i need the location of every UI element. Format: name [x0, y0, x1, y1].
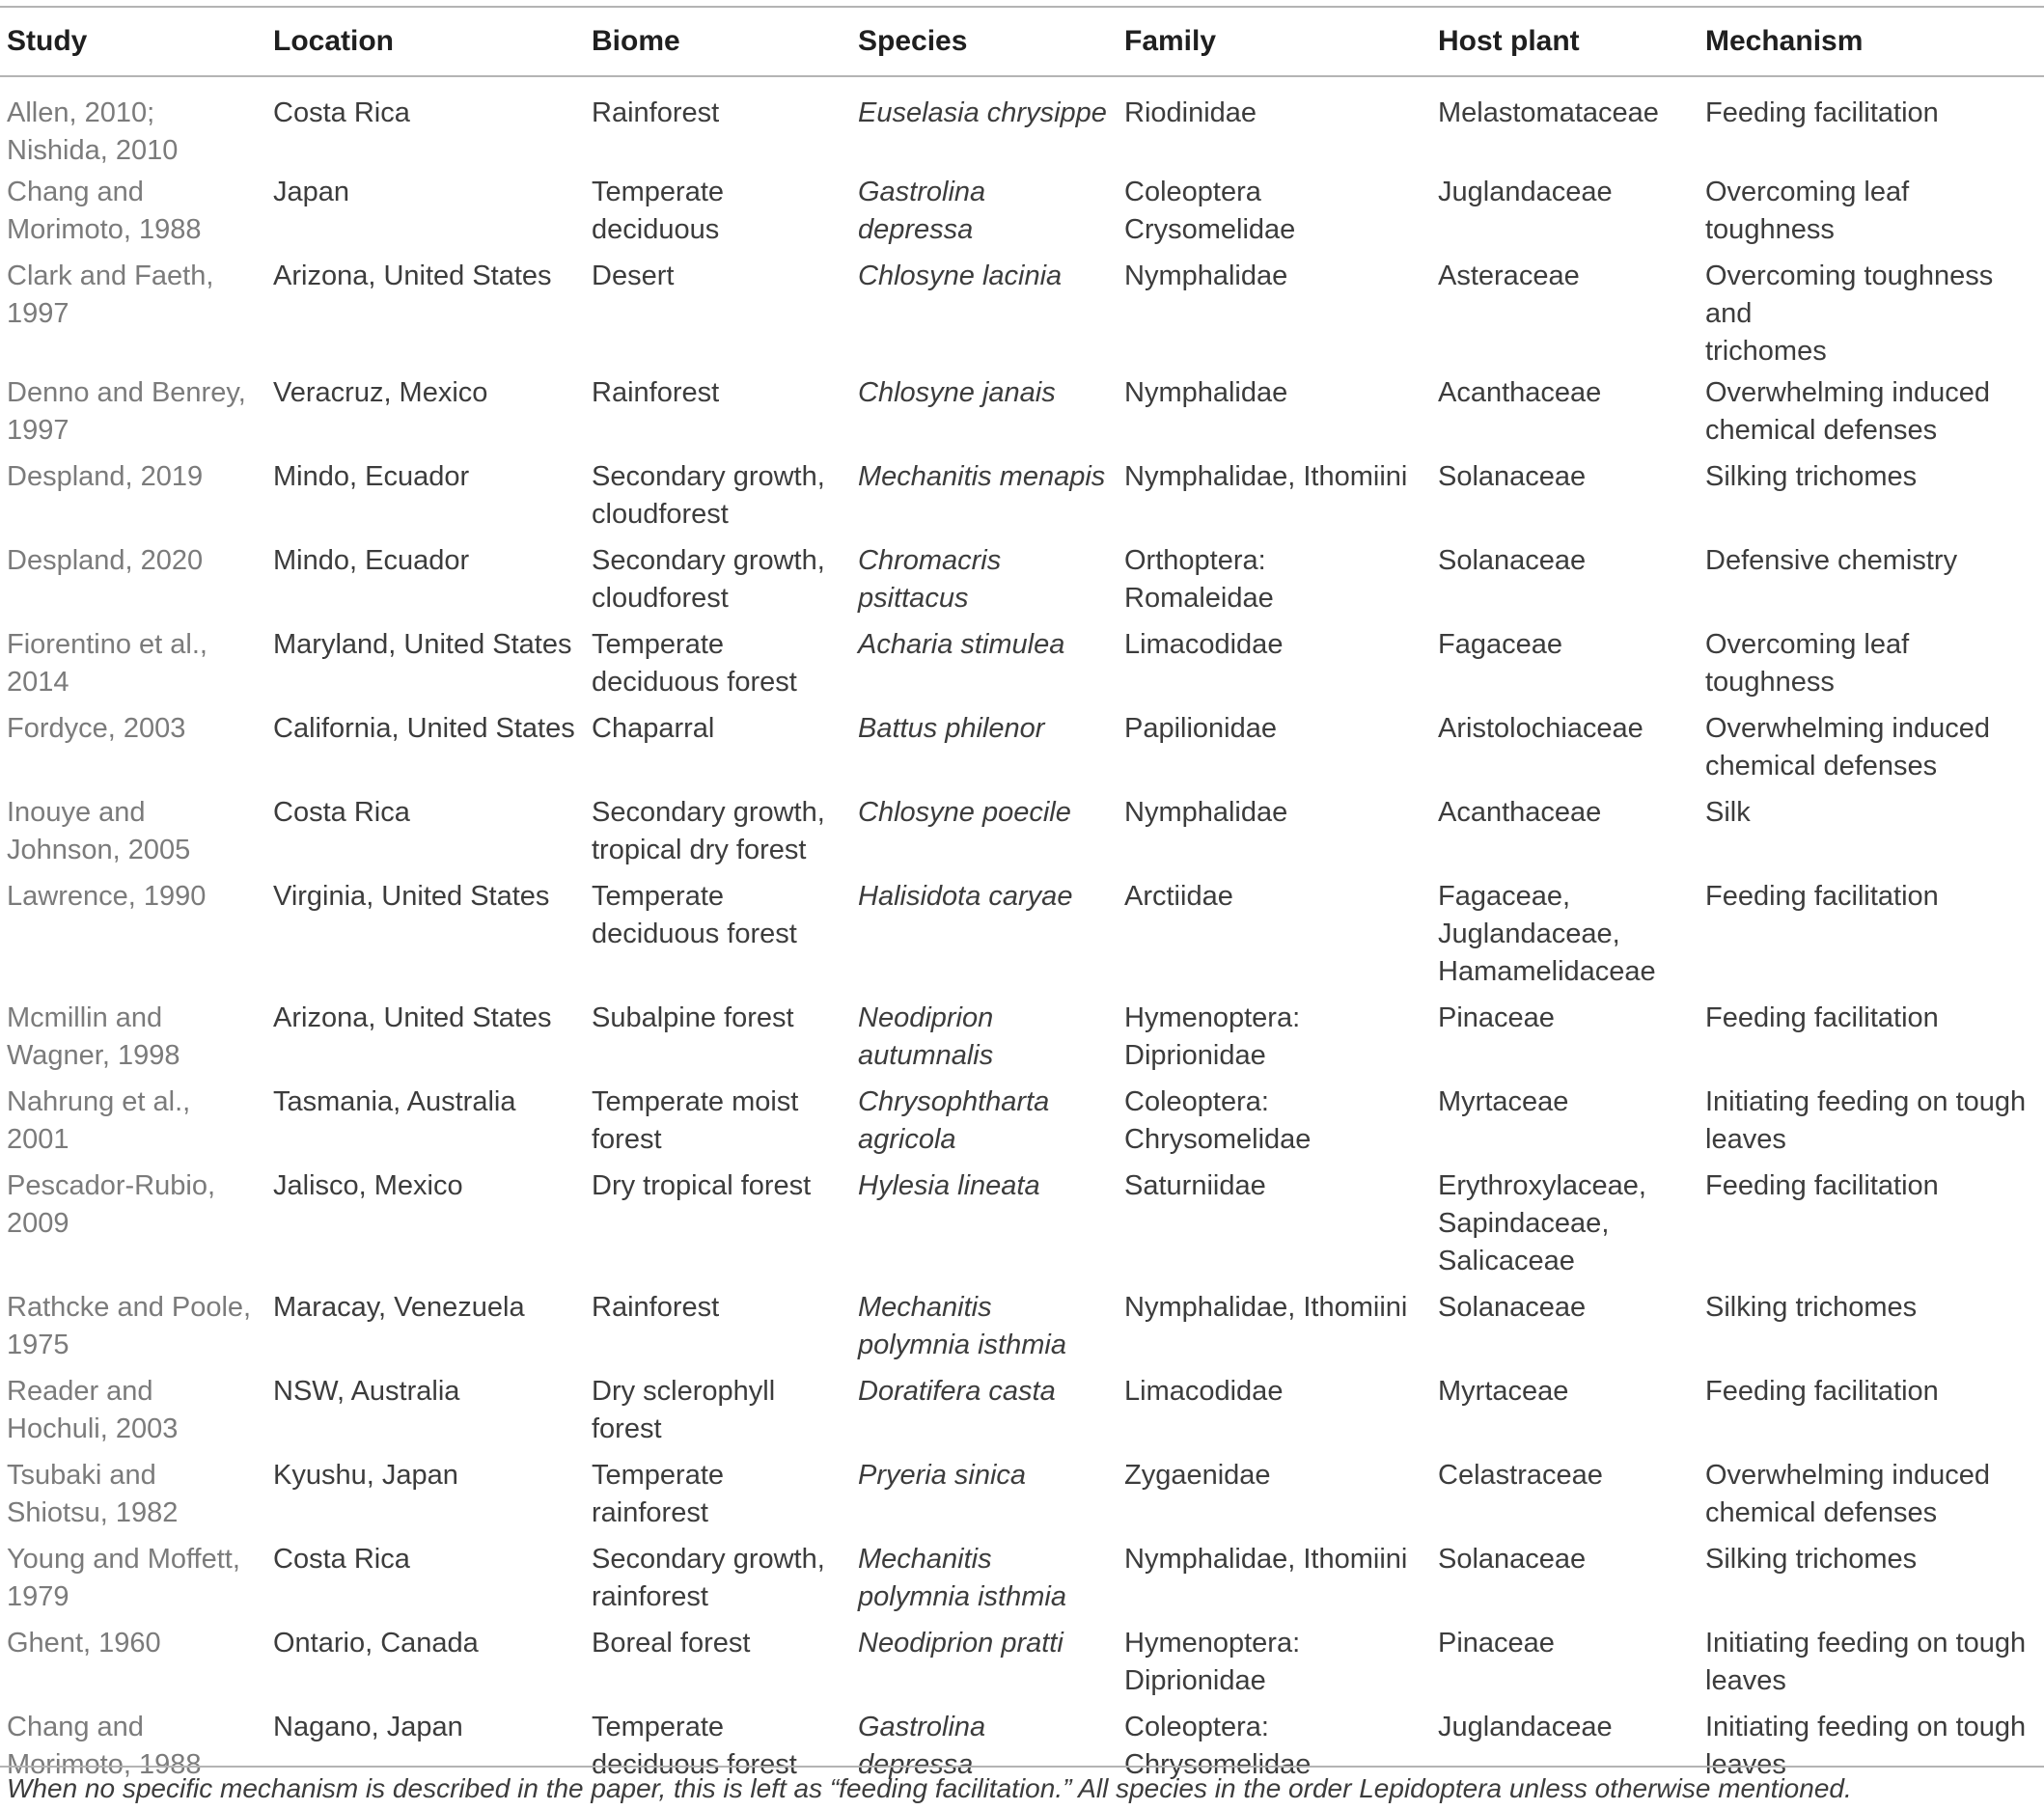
cell-species: Chromacris psittacus [858, 545, 1002, 614]
table-row [0, 1080, 2044, 1164]
cell-species: Chlosyne janais [858, 377, 1056, 408]
cell-biome: Dry sclerophyll forest [592, 1376, 776, 1444]
cell-family: Nymphalidae [1124, 377, 1288, 408]
cell-mechanism: Initiating feeding on tough leaves [1705, 1628, 2027, 1696]
cell-study: Ghent, 1960 [7, 1628, 161, 1659]
cell-location: Nagano, Japan [273, 1712, 463, 1742]
cell-host-plant: Fagaceae [1438, 629, 1562, 660]
studies-table [0, 6, 2044, 1788]
table-row [0, 76, 2044, 170]
cell-location: Veracruz, Mexico [273, 377, 488, 408]
cell-host-plant: Pinaceae [1438, 1628, 1555, 1659]
cell-host-plant: Erythroxylaceae, Sapindaceae, Salicaceae [1438, 1170, 1646, 1276]
cell-mechanism: Initiating feeding on tough leaves [1705, 1712, 2027, 1780]
cell-species: Pryeria sinica [858, 1460, 1027, 1491]
cell-family: Limacodidae [1124, 629, 1284, 660]
cell-species: Doratifera casta [858, 1376, 1056, 1407]
cell-location: Japan [273, 177, 350, 207]
header-row [0, 7, 2044, 76]
cell-host-plant: Solanaceae [1438, 545, 1587, 576]
cell-mechanism: Overcoming leaf toughness [1705, 629, 1910, 698]
cell-location: Maracay, Venezuela [273, 1292, 525, 1323]
cell-family: Riodinidae [1124, 97, 1257, 128]
cell-study: Fordyce, 2003 [7, 713, 186, 744]
header-biome: Biome [592, 25, 680, 57]
table-row [0, 622, 2044, 706]
cell-biome: Desert [592, 261, 675, 291]
cell-species: Mechanitis polymnia isthmia [858, 1292, 1066, 1360]
cell-study: Clark and Faeth, 1997 [7, 261, 214, 329]
table-row [0, 1453, 2044, 1537]
cell-study: Fiorentino et al., 2014 [7, 629, 207, 698]
cell-location: Virginia, United States [273, 881, 550, 912]
cell-location: Costa Rica [273, 797, 410, 828]
cell-location: Kyushu, Japan [273, 1460, 458, 1491]
cell-biome: Temperate deciduous forest [592, 629, 797, 698]
cell-mechanism: Overcoming toughness and trichomes [1705, 261, 1994, 367]
cell-species: Mechanitis polymnia isthmia [858, 1544, 1066, 1612]
cell-study: Tsubaki and Shiotsu, 1982 [7, 1460, 179, 1528]
cell-biome: Secondary growth, rainforest [592, 1544, 825, 1612]
cell-biome: Boreal forest [592, 1628, 751, 1659]
cell-family: Nymphalidae, Ithomiini [1124, 1292, 1408, 1323]
cell-study: Despland, 2019 [7, 461, 204, 492]
cell-family: Nymphalidae [1124, 261, 1288, 291]
cell-host-plant: Acanthaceae [1438, 797, 1602, 828]
cell-mechanism: Defensive chemistry [1705, 545, 1958, 576]
cell-host-plant: Juglandaceae [1438, 1712, 1613, 1742]
cell-mechanism: Silking trichomes [1705, 1292, 1918, 1323]
cell-location: Costa Rica [273, 1544, 410, 1575]
header-family: Family [1124, 25, 1217, 57]
cell-mechanism: Silk [1705, 797, 1751, 828]
cell-study: Despland, 2020 [7, 545, 204, 576]
cell-species: Gastrolina depressa [858, 1712, 986, 1780]
cell-mechanism: Feeding facilitation [1705, 97, 1939, 128]
cell-mechanism: Feeding facilitation [1705, 1002, 1939, 1033]
header-study: Study [7, 25, 88, 57]
table-row [0, 874, 2044, 996]
table-row [0, 790, 2044, 874]
table-row [0, 454, 2044, 538]
cell-species: Chlosyne lacinia [858, 261, 1063, 291]
cell-study: Mcmillin and Wagner, 1998 [7, 1002, 180, 1071]
cell-biome: Rainforest [592, 377, 720, 408]
cell-mechanism: Initiating feeding on tough leaves [1705, 1086, 2027, 1155]
cell-biome: Temperate deciduous forest [592, 1712, 797, 1780]
cell-family: Hymenoptera: Diprionidae [1124, 1628, 1301, 1696]
cell-study: Nahrung et al., 2001 [7, 1086, 191, 1155]
cell-species: Neodiprion autumnalis [858, 1002, 994, 1071]
table-row [0, 170, 2044, 254]
table-row [0, 1537, 2044, 1621]
cell-host-plant: Pinaceae [1438, 1002, 1555, 1033]
table-row [0, 1164, 2044, 1285]
cell-host-plant: Celastraceae [1438, 1460, 1603, 1491]
cell-family: Nymphalidae [1124, 797, 1288, 828]
cell-family: Zygaenidae [1124, 1460, 1271, 1491]
header-location: Location [273, 25, 394, 57]
cell-biome: Temperate deciduous [592, 177, 725, 245]
cell-study: Lawrence, 1990 [7, 881, 207, 912]
cell-species: Chlosyne poecile [858, 797, 1071, 828]
cell-biome: Subalpine forest [592, 1002, 794, 1033]
cell-location: Arizona, United States [273, 1002, 552, 1033]
table-row [0, 706, 2044, 790]
cell-location: California, United States [273, 713, 575, 744]
cell-biome: Rainforest [592, 1292, 720, 1323]
cell-study: Reader and Hochuli, 2003 [7, 1376, 179, 1444]
header-species: Species [858, 25, 968, 57]
cell-host-plant: Myrtaceae [1438, 1086, 1569, 1117]
cell-study: Young and Moffett, 1979 [7, 1544, 240, 1612]
cell-biome: Rainforest [592, 97, 720, 128]
cell-mechanism: Overwhelming induced chemical defenses [1705, 377, 1990, 446]
cell-location: NSW, Australia [273, 1376, 460, 1407]
cell-mechanism: Feeding facilitation [1705, 1376, 1939, 1407]
cell-location: Arizona, United States [273, 261, 552, 291]
table-row [0, 254, 2044, 370]
cell-host-plant: Solanaceae [1438, 1544, 1587, 1575]
cell-host-plant: Solanaceae [1438, 1292, 1587, 1323]
cell-biome: Temperate moist forest [592, 1086, 799, 1155]
table-row [0, 538, 2044, 622]
cell-host-plant: Aristolochiaceae [1438, 713, 1643, 744]
cell-species: Hylesia lineata [858, 1170, 1040, 1201]
cell-family: Arctiidae [1124, 881, 1233, 912]
table-row [0, 1369, 2044, 1453]
cell-mechanism: Silking trichomes [1705, 1544, 1918, 1575]
cell-host-plant: Solanaceae [1438, 461, 1587, 492]
cell-mechanism: Silking trichomes [1705, 461, 1918, 492]
cell-location: Ontario, Canada [273, 1628, 479, 1659]
cell-family: Orthoptera: Romaleidae [1124, 545, 1274, 614]
cell-mechanism: Feeding facilitation [1705, 881, 1939, 912]
cell-species: Halisidota caryae [858, 881, 1073, 912]
cell-family: Coleoptera: Chrysomelidae [1124, 1086, 1312, 1155]
cell-host-plant: Acanthaceae [1438, 377, 1602, 408]
cell-family: Nymphalidae, Ithomiini [1124, 461, 1408, 492]
cell-species: Euselasia chrysippe [858, 97, 1107, 128]
cell-mechanism: Overcoming leaf toughness [1705, 177, 1910, 245]
cell-family: Hymenoptera: Diprionidae [1124, 1002, 1301, 1071]
cell-family: Limacodidae [1124, 1376, 1284, 1407]
cell-study: Denno and Benrey, 1997 [7, 377, 246, 446]
cell-species: Acharia stimulea [858, 629, 1065, 660]
cell-host-plant: Fagaceae, Juglandaceae, Hamamelidaceae [1438, 881, 1656, 987]
table-row [0, 1285, 2044, 1369]
cell-location: Jalisco, Mexico [273, 1170, 463, 1201]
cell-biome: Secondary growth, cloudforest [592, 461, 825, 530]
cell-mechanism: Overwhelming induced chemical defenses [1705, 1460, 1990, 1528]
table-header [0, 7, 2044, 76]
cell-study: Chang and Morimoto, 1988 [7, 177, 202, 245]
cell-family: Papilionidae [1124, 713, 1278, 744]
cell-biome: Secondary growth, cloudforest [592, 545, 825, 614]
cell-biome: Chaparral [592, 713, 715, 744]
table-body [0, 76, 2044, 1788]
table-footnote: When no specific mechanism is described in the paper, this is left as “feeding facilitation.” All species in the order Lepidoptera unless otherwise mentioned. [0, 1766, 2044, 1804]
cell-species: Battus philenor [858, 713, 1045, 744]
cell-location: Costa Rica [273, 97, 410, 128]
cell-location: Mindo, Ecuador [273, 545, 470, 576]
cell-host-plant: Myrtaceae [1438, 1376, 1569, 1407]
cell-biome: Temperate rainforest [592, 1460, 725, 1528]
cell-location: Mindo, Ecuador [273, 461, 470, 492]
cell-species: Chrysophtharta agricola [858, 1086, 1050, 1155]
cell-species: Gastrolina depressa [858, 177, 986, 245]
cell-study: Inouye and Johnson, 2005 [7, 797, 191, 865]
cell-host-plant: Asteraceae [1438, 261, 1580, 291]
cell-study: Pescador-Rubio, 2009 [7, 1170, 215, 1239]
cell-location: Tasmania, Australia [273, 1086, 516, 1117]
cell-study: Allen, 2010; Nishida, 2010 [7, 97, 179, 166]
table-row [0, 1621, 2044, 1705]
cell-host-plant: Melastomataceae [1438, 97, 1659, 128]
cell-mechanism: Overwhelming induced chemical defenses [1705, 713, 1990, 782]
header-mechanism: Mechanism [1705, 25, 1864, 57]
cell-study: Rathcke and Poole, 1975 [7, 1292, 252, 1360]
cell-biome: Temperate deciduous forest [592, 881, 797, 949]
table-row [0, 996, 2044, 1080]
cell-host-plant: Juglandaceae [1438, 177, 1613, 207]
cell-mechanism: Feeding facilitation [1705, 1170, 1939, 1201]
cell-family: Saturniidae [1124, 1170, 1266, 1201]
header-host-plant: Host plant [1438, 25, 1580, 57]
cell-family: Coleoptera: Chrysomelidae [1124, 1712, 1312, 1780]
cell-location: Maryland, United States [273, 629, 572, 660]
cell-biome: Dry tropical forest [592, 1170, 812, 1201]
cell-species: Mechanitis menapis [858, 461, 1106, 492]
cell-biome: Secondary growth, tropical dry forest [592, 797, 825, 865]
cell-study: Chang and Morimoto, 1988 [7, 1712, 202, 1780]
table-row [0, 370, 2044, 454]
cell-family: Coleoptera Crysomelidae [1124, 177, 1296, 245]
cell-family: Nymphalidae, Ithomiini [1124, 1544, 1408, 1575]
cell-species: Neodiprion pratti [858, 1628, 1063, 1659]
